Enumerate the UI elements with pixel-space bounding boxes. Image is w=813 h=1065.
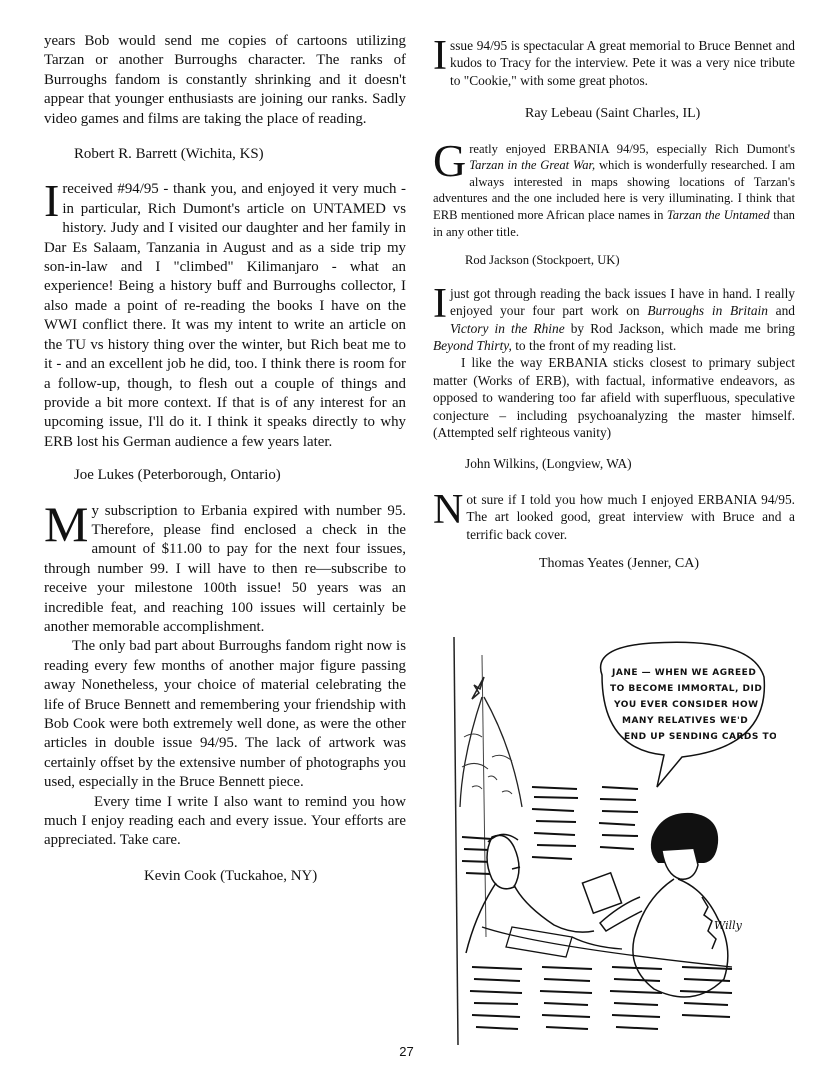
signature-jackson: Rod Jackson (Stockpoert, UK) <box>465 253 620 268</box>
bubble-line: MANY RELATIVES WE'D <box>622 716 749 726</box>
artist-signature: Willy <box>714 919 742 932</box>
signature-yeates: Thomas Yeates (Jenner, CA) <box>539 556 700 572</box>
dropcap: I <box>433 280 447 327</box>
letter-cook-text: y subscription to Erbania expired with number 95. Therefore, please find enclosed a check in the amount of $11.00 to pay for the next four issues, through number 99. I will have to then re—subscribe to receive your milestone 100th issue! 50 years was an incredible feat, and reaching 100 issues will certainly be another memorable accomplishment. <box>44 502 406 635</box>
signature-lukes: Joe Lukes (Peterborough, Ontario) <box>74 467 281 484</box>
dropcap: M <box>44 495 89 552</box>
bubble-line: YOU EVER CONSIDER HOW <box>614 700 759 710</box>
bubble-line: END UP SENDING CARDS TO? <box>624 732 776 742</box>
dropcap: I <box>44 175 60 227</box>
letter-lebeau-text: ssue 94/95 is spectacular A great memorial to Bruce Bennet and kudos to Tracy for the interview. Pete it was a very nice tribute to "Cookie," with some great photos. <box>450 38 795 88</box>
letter-yeates-text: ot sure if I told you how much I enjoyed ERBANIA 94/95. The art looked good, great interview with Bruce and a terrific back cover. <box>466 491 795 542</box>
page-number: 27 <box>399 1044 414 1059</box>
signature-lebeau: Ray Lebeau (Saint Charles, IL) <box>525 106 701 122</box>
tree-icon <box>460 697 522 807</box>
letter-lukes <box>44 175 406 452</box>
cartoon-drawing <box>452 637 776 1045</box>
dropcap: I <box>433 33 447 79</box>
letter-barrett-text: years Bob would send me copies of cartoons utilizing Tarzan or another Burroughs character. The ranks of Burroughs fandom is constantly shrinking and it doesn't appear that younger enthusiasts are joining our ranks. Sadly video games and films are taking the place of reading. <box>44 33 406 127</box>
left-column <box>44 32 406 886</box>
letter-cook <box>44 495 406 851</box>
speech-bubble <box>601 642 765 787</box>
letter-wilkins: I just got through reading the back issues I have in hand. I really enjoyed your four part work on Burroughs in Britain and Victory in the Rhine by Rod Jackson, which made me bring Beyond Thirty, to the front of my reading list. I like the way ERBANIA sticks closest to primary subject matter (Works of ERB), with factual, informative endeavors, as opposed to wandering too far afield with superfluous, speculative conjecture – including psychoanalyzing the master himself. (Attempted self righteous vanity) <box>433 280 795 441</box>
cartoon-illustration <box>452 637 776 1045</box>
dropcap: N <box>433 486 464 533</box>
dropcap: G <box>433 134 467 186</box>
bubble-line: JANE — WHEN WE AGREED <box>612 668 757 678</box>
signature-wilkins: John Wilkins, (Longview, WA) <box>465 456 632 472</box>
letter-jackson: G reatly enjoyed ERBANIA 94/95, especially Rich Dumont's Tarzan in the Great War, which is wonderfully researched. I am always interested in maps showing locations of Tarzan's adventures and the one included here is very illuminating. I think that ERB mentioned more African place names in Tarzan the Untamed than in any other title. <box>433 134 796 239</box>
signature-cook: Kevin Cook (Tuckahoe, NY) <box>144 867 318 884</box>
letter-wilkins-text: I like the way ERBANIA sticks closest to primary subject matter (Works of ERB), with factual, informative endeavors, as opposed to wandering too far afield with superfluous, speculative conjecture – including psychoanalyzing the master himself. (Attempted self righteous vanity) <box>433 355 795 441</box>
letter-cook-text: The only bad part about Burroughs fandom right now is reading every few months of another major figure passing away Nonetheless, your choice of material celebrating the life of Bruce Bennett and remembering your friendship with Bob Cook were both extremely well done, as were the other articles in double issue 94/95. The lack of artwork was certainly offset by the extensive number of photographs you used, especially in the Bruce Bennett piece. <box>44 638 406 791</box>
signature-barrett: Robert R. Barrett (Wichita, KS) <box>74 146 264 163</box>
bubble-line: TO BECOME IMMORTAL, DID <box>610 684 763 694</box>
letter-cook-text: Every time I write I also want to remind you how much I enjoy reading each and every issue. Your efforts are appreciated. Take care. <box>44 793 406 849</box>
card-icon <box>582 873 621 913</box>
letter-lebeau <box>433 33 795 89</box>
letter-lukes-text: received #94/95 - thank you, and enjoyed it very much - in particular, Rich Dumont's article on UNTAMED vs history. Judy and I visited our daughter and her family in Dar Es Salaam, Tanzania in August and as a side trip my son-in-law and I "climbed" Kilimanjaro - what an experience! Being a history buff and Burroughs collector, I also made a point of re-reading the books I have on the WWI conflict there. It was my intent to write an article on the TU vs history thing over the winter, but Rich beat me to it - and an excellent job he did, too. I think there is room for a follow-up, though, to flesh out a couple of things and provide a bit more context. If that is of any interest for an upcoming issue, I'll do it. I think it speaks directly to why ERB lost his German audience a few years later. <box>44 181 406 450</box>
right-column <box>433 33 796 572</box>
letter-yeates <box>433 486 795 543</box>
